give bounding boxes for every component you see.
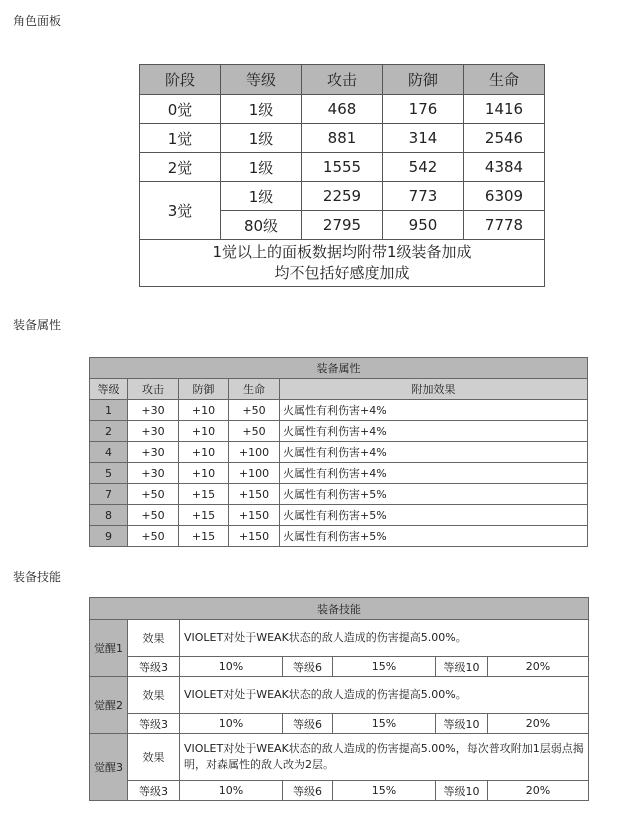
awakening-label: 觉醒2 [90, 677, 128, 734]
atk-cell: +30 [128, 442, 179, 463]
atk-cell: 881 [302, 124, 383, 153]
table-title-row [90, 358, 588, 379]
awakening-level-row [90, 781, 589, 801]
atk-cell: 2795 [302, 211, 383, 240]
atk-cell: +50 [128, 484, 179, 505]
equipment-attribute-table [89, 357, 588, 547]
def-cell: +15 [179, 505, 229, 526]
table-row [90, 400, 588, 421]
atk-cell: +50 [128, 505, 179, 526]
table-row [140, 182, 545, 211]
def-cell: 950 [383, 211, 464, 240]
level-value: 20% [488, 781, 589, 801]
hp-cell: 4384 [464, 153, 545, 182]
level-value: 15% [333, 657, 436, 677]
effect-description: VIOLET对处于WEAK状态的敌人造成的伤害提高5.00%。 [180, 620, 589, 657]
level-cell: 7 [90, 484, 128, 505]
stage-cell: 3觉 [140, 182, 221, 240]
def-cell: +15 [179, 484, 229, 505]
effect-cell: 火属性有利伤害+4% [280, 421, 588, 442]
stage-cell: 1觉 [140, 124, 221, 153]
level-value: 20% [488, 714, 589, 734]
section-title-panel: 角色面板 [13, 14, 62, 28]
effect-label: 效果 [128, 677, 180, 714]
atk-cell: +30 [128, 463, 179, 484]
level-cell: 1级 [221, 124, 302, 153]
section-title-equip-skill: 装备技能 [13, 570, 62, 584]
awakening-label: 觉醒3 [90, 734, 128, 801]
hp-cell: +100 [229, 442, 280, 463]
table-row [90, 463, 588, 484]
header-cell: 防御 [383, 65, 464, 95]
hp-cell: +50 [229, 400, 280, 421]
effect-description: VIOLET对处于WEAK状态的敌人造成的伤害提高5.00%。 [180, 677, 589, 714]
atk-cell: +50 [128, 526, 179, 547]
awakening-label: 觉醒1 [90, 620, 128, 677]
table-row [90, 526, 588, 547]
def-cell: +10 [179, 400, 229, 421]
def-cell: 176 [383, 95, 464, 124]
level-value: 15% [333, 714, 436, 734]
awakening-effect-row [90, 677, 589, 714]
hp-cell: +50 [229, 421, 280, 442]
character-panel-table [139, 64, 545, 287]
note-line: 均不包括好感度加成 [274, 264, 410, 282]
table-title: 装备技能 [90, 598, 589, 620]
header-cell: 攻击 [128, 379, 179, 400]
level-label: 等级6 [283, 714, 333, 734]
hp-cell: +150 [229, 526, 280, 547]
level-cell: 1级 [221, 95, 302, 124]
equipment-skill-table [89, 597, 589, 801]
def-cell: +10 [179, 463, 229, 484]
header-cell: 附加效果 [280, 379, 588, 400]
hp-cell: +100 [229, 463, 280, 484]
atk-cell: 468 [302, 95, 383, 124]
header-cell: 防御 [179, 379, 229, 400]
effect-cell: 火属性有利伤害+4% [280, 400, 588, 421]
table-note-row [140, 240, 545, 287]
level-label: 等级10 [436, 657, 488, 677]
level-cell: 9 [90, 526, 128, 547]
table-header-row [90, 379, 588, 400]
header-cell: 生命 [464, 65, 545, 95]
effect-cell: 火属性有利伤害+5% [280, 505, 588, 526]
table-row [140, 124, 545, 153]
level-label: 等级10 [436, 714, 488, 734]
atk-cell: 1555 [302, 153, 383, 182]
table-title-row [90, 598, 589, 620]
level-cell: 5 [90, 463, 128, 484]
section-title-equip-attr: 装备属性 [13, 318, 62, 332]
awakening-level-row [90, 714, 589, 734]
table-row [140, 95, 545, 124]
level-label: 等级3 [128, 714, 180, 734]
level-label: 等级6 [283, 657, 333, 677]
level-cell: 1 [90, 400, 128, 421]
stage-cell: 0觉 [140, 95, 221, 124]
panel-note [140, 240, 545, 287]
effect-label: 效果 [128, 620, 180, 657]
hp-cell: 7778 [464, 211, 545, 240]
atk-cell: 2259 [302, 182, 383, 211]
effect-cell: 火属性有利伤害+5% [280, 484, 588, 505]
header-cell: 等级 [221, 65, 302, 95]
effect-label: 效果 [128, 734, 180, 781]
awakening-effect-row [90, 734, 589, 781]
atk-cell: +30 [128, 421, 179, 442]
hp-cell: 1416 [464, 95, 545, 124]
table-header-row [140, 65, 545, 95]
level-value: 10% [180, 657, 283, 677]
level-value: 20% [488, 657, 589, 677]
table-row [90, 442, 588, 463]
def-cell: +10 [179, 442, 229, 463]
table-row [90, 505, 588, 526]
level-cell: 4 [90, 442, 128, 463]
header-cell: 攻击 [302, 65, 383, 95]
header-cell: 等级 [90, 379, 128, 400]
awakening-effect-row [90, 620, 589, 657]
effect-cell: 火属性有利伤害+5% [280, 526, 588, 547]
table-row [90, 421, 588, 442]
stage-cell: 2觉 [140, 153, 221, 182]
hp-cell: 6309 [464, 182, 545, 211]
awakening-level-row [90, 657, 589, 677]
level-cell: 80级 [221, 211, 302, 240]
level-cell: 2 [90, 421, 128, 442]
table-row [140, 153, 545, 182]
def-cell: 314 [383, 124, 464, 153]
effect-cell: 火属性有利伤害+4% [280, 442, 588, 463]
atk-cell: +30 [128, 400, 179, 421]
def-cell: 542 [383, 153, 464, 182]
level-value: 10% [180, 781, 283, 801]
level-cell: 8 [90, 505, 128, 526]
level-value: 15% [333, 781, 436, 801]
level-label: 等级10 [436, 781, 488, 801]
note-line: 1觉以上的面板数据均附带1级装备加成 [212, 243, 472, 261]
level-cell: 1级 [221, 182, 302, 211]
def-cell: +10 [179, 421, 229, 442]
def-cell: 773 [383, 182, 464, 211]
def-cell: +15 [179, 526, 229, 547]
level-cell: 1级 [221, 153, 302, 182]
table-row [90, 484, 588, 505]
header-cell: 生命 [229, 379, 280, 400]
table-title: 装备属性 [90, 358, 588, 379]
level-label: 等级3 [128, 781, 180, 801]
hp-cell: +150 [229, 505, 280, 526]
hp-cell: 2546 [464, 124, 545, 153]
effect-cell: 火属性有利伤害+4% [280, 463, 588, 484]
effect-description: VIOLET对处于WEAK状态的敌人造成的伤害提高5.00%，每次普攻附加1层弱点揭明，对森属性的敌人改为2层。 [180, 734, 589, 781]
level-label: 等级6 [283, 781, 333, 801]
level-value: 10% [180, 714, 283, 734]
hp-cell: +150 [229, 484, 280, 505]
level-label: 等级3 [128, 657, 180, 677]
header-cell: 阶段 [140, 65, 221, 95]
